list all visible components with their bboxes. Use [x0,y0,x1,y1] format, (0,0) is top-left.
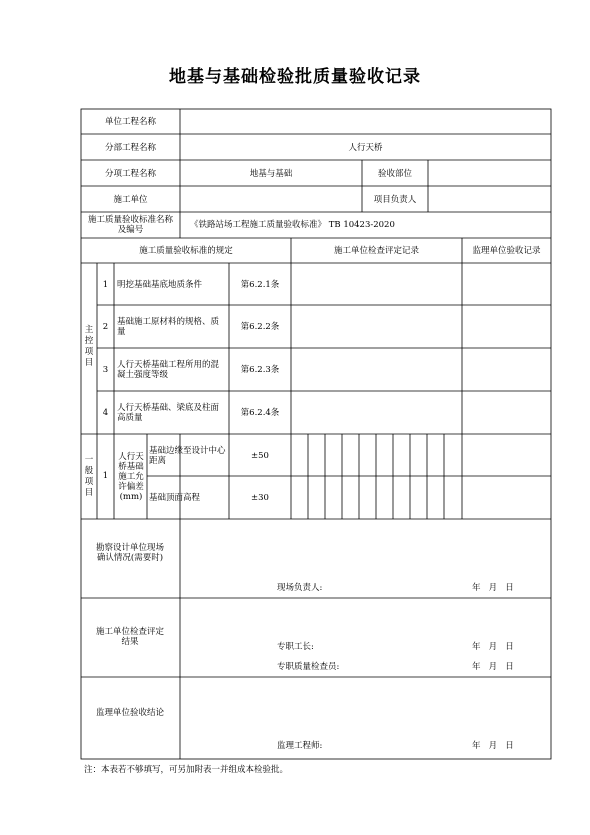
general-items-group-label: 一般项目 [84,455,94,498]
col-self-check: 施工单位检查评定记录 [333,246,419,256]
main-item-desc: 人行天桥基础、梁底及柱面高质量 [117,403,220,423]
construction-check-label: 施工单位检查评定结果 [95,627,164,647]
col-spec: 施工质量验收标准的规定 [139,246,233,256]
main-item-no: 2 [102,322,109,332]
footnote: 注：本表若不够填写，可另加附表一并组成本检验批。 [84,765,289,775]
main-item-clause: 第6.2.4条 [240,408,280,418]
col-supervision: 监理单位验收记录 [472,246,541,256]
main-item-no: 4 [102,408,109,418]
supervision-conclusion-label: 监理单位验收结论 [95,708,164,718]
standard-value: 《铁路站场工程施工质量验收标准》 TB 10423-2020 [190,220,395,230]
survey-label: 勘察设计单位现场确认情况(需要时) [95,543,164,563]
construction-check-date2: 年 月 日 [472,662,514,672]
acceptance-part-label: 验收部位 [377,169,412,179]
main-item-clause: 第6.2.2条 [240,322,280,332]
construction-check-date1: 年 月 日 [472,642,514,652]
survey-sign-label: 现场负责人: [277,583,323,593]
main-item-no: 1 [102,280,109,290]
general-item-no: 1 [102,471,109,481]
division-value: 人行天桥 [348,143,383,153]
unit-project-label: 单位工程名称 [104,117,156,127]
main-item-desc: 人行天桥基础工程所用的混凝土强度等级 [117,360,220,380]
survey-date: 年 月 日 [472,583,514,593]
main-item-desc: 基础施工原材料的规格、质量 [117,317,220,337]
general-row-name: 基础顶面高程 [149,493,201,503]
main-item-clause: 第6.2.1条 [240,280,280,290]
construction-unit-label: 施工单位 [113,195,148,205]
general-row-name: 基础边缘至设计中心距离 [149,446,226,466]
general-row-tolerance: ±30 [251,493,269,503]
division-label: 分部工程名称 [104,143,156,153]
subitem-label: 分项工程名称 [104,169,156,179]
general-item-desc: 人行天桥基础施工允许偏差(mm) [118,452,144,502]
general-row-tolerance: ±50 [251,451,269,461]
subitem-value: 地基与基础 [249,169,293,179]
supervision-date: 年 月 日 [472,741,514,751]
main-item-no: 3 [102,365,109,375]
project-leader-label: 项目负责人 [373,195,417,205]
main-item-desc: 明挖基础基底地质条件 [117,280,203,290]
construction-check-sign1: 专职工长: [277,642,314,652]
main-item-clause: 第6.2.3条 [240,365,280,375]
standard-label: 施工质量验收标准名称及编号 [87,215,173,235]
main-items-group-label: 主控项目 [84,325,94,368]
construction-check-sign2: 专职质量检查员: [277,662,340,672]
supervision-sign-label: 监理工程师: [277,741,323,751]
page-title: 地基与基础检验批质量验收记录 [169,67,421,87]
